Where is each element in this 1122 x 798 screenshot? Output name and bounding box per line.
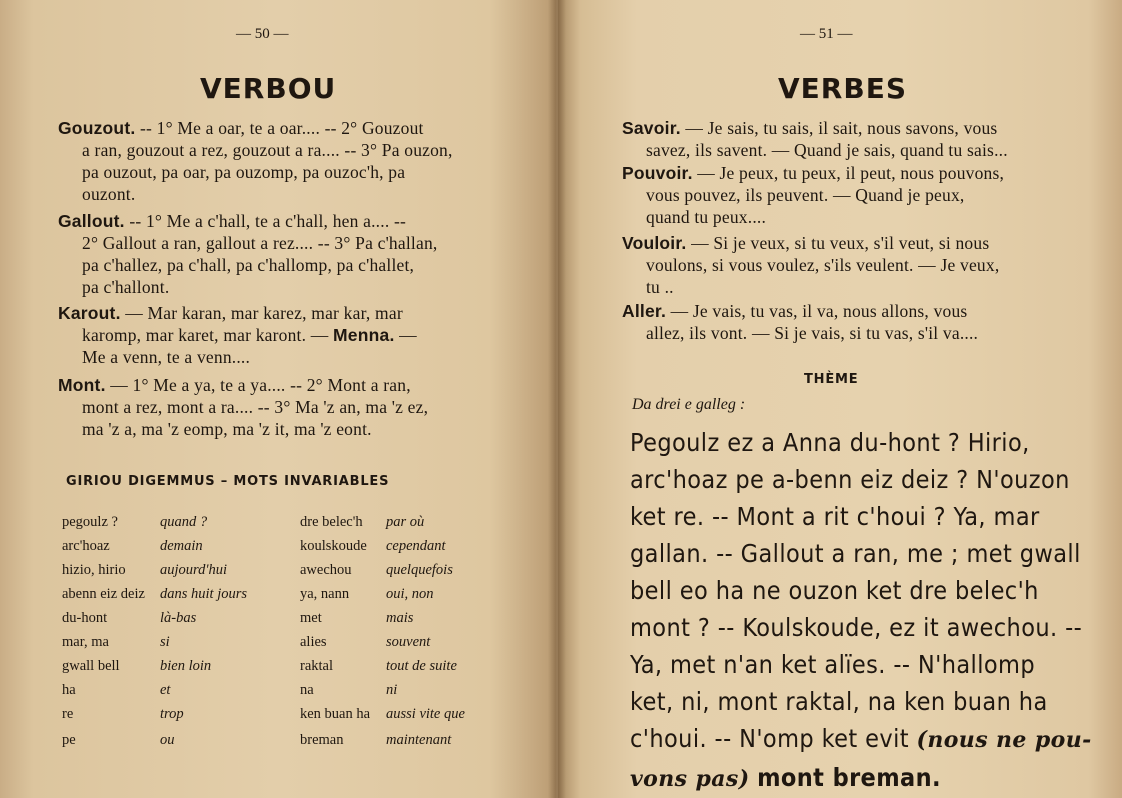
page-number: — 51 — xyxy=(800,26,853,42)
vocab-breton: met xyxy=(300,610,322,626)
headword: Mont. xyxy=(58,375,106,395)
vocab-breton: koulskoude xyxy=(300,538,367,554)
vocab-breton: dre belec'h xyxy=(300,514,363,530)
entry-line: allez, ils vont. — Si je vais, si tu vas, s'il va.... xyxy=(646,323,979,343)
vocab-french: là-bas xyxy=(160,610,197,626)
entry-line: voulons, si vous voulez, s'ils veulent. — Je veux, xyxy=(646,255,1000,275)
entry-line: ouzont. xyxy=(82,184,136,204)
entry-line: pa c'hallez, pa c'hall, pa c'hallomp, pa c'hallet, xyxy=(82,255,415,275)
section-title: THÈME xyxy=(804,372,859,387)
vocab-french: souvent xyxy=(386,634,431,650)
vocab-french: aujourd'hui xyxy=(160,562,228,578)
vocab-breton: na xyxy=(300,682,314,698)
vocab-breton: arc'hoaz xyxy=(62,538,110,554)
vocab-french: ni xyxy=(386,682,398,698)
headword: Vouloir. xyxy=(622,233,687,253)
vocab-breton: pe xyxy=(62,732,76,748)
verb-entry-pouvoir xyxy=(622,162,1004,228)
verb-entry-savoir xyxy=(622,117,1008,161)
theme-line: Ya, met n'an ket alïes. -- N'hallomp xyxy=(630,650,1036,679)
vocab-breton: alies xyxy=(300,634,327,650)
theme-line: mont breman. xyxy=(757,763,941,792)
entry-line: quand tu peux.... xyxy=(646,207,767,227)
vocab-french: demain xyxy=(160,538,203,554)
vocab-breton: ha xyxy=(62,682,76,698)
verb-entry-karout xyxy=(58,302,417,368)
theme-parenthetical: (nous ne pou- xyxy=(916,727,1092,753)
entry-line: a ran, gouzout a rez, gouzout a ra.... -- 3° Pa ouzon, xyxy=(82,140,453,160)
vocab-french: par où xyxy=(386,514,425,530)
vocab-breton: mar, ma xyxy=(62,634,109,650)
vocab-breton: re xyxy=(62,706,74,722)
theme-line: c'houi. -- N'omp ket evit xyxy=(630,724,909,753)
vocab-french: quand ? xyxy=(160,514,208,530)
verb-entry-mont xyxy=(58,374,428,440)
vocab-french: maintenant xyxy=(386,732,452,748)
headword: Savoir. xyxy=(622,118,681,138)
theme-line: arc'hoaz pe a-benn eiz deiz ? N'ouzon xyxy=(630,465,1070,494)
vocab-french: si xyxy=(160,634,170,650)
theme-line: ket re. -- Mont a rit c'houi ? Ya, mar xyxy=(630,502,1040,531)
vocab-breton: awechou xyxy=(300,562,352,578)
headword: Gallout. xyxy=(58,211,125,231)
headword: Aller. xyxy=(622,301,667,321)
vocab-breton: raktal xyxy=(300,658,334,674)
entry-line: — Si je veux, si tu veux, s'il veut, si nous xyxy=(691,233,990,253)
entry-dash: — xyxy=(399,325,417,345)
vocab-french: tout de suite xyxy=(386,658,457,674)
theme-text xyxy=(630,424,1092,798)
vocab-french: ou xyxy=(160,732,175,748)
vocab-breton: abenn eiz deiz xyxy=(62,586,145,602)
entry-line: — Je sais, tu sais, il sait, nous savons, vous xyxy=(685,118,998,138)
entry-line: — Mar karan, mar karez, mar kar, mar xyxy=(125,303,403,323)
vocab-breton: hizio, hirio xyxy=(62,562,126,578)
vocab-french: et xyxy=(160,682,171,698)
entry-line: vous pouvez, ils peuvent. — Quand je peux, xyxy=(646,185,965,205)
headword: Menna. xyxy=(333,325,395,345)
entry-line: ma 'z a, ma 'z eomp, ma 'z it, ma 'z eont. xyxy=(82,419,372,439)
entry-line: pa ouzout, pa oar, pa ouzomp, pa ouzoc'h, pa xyxy=(82,162,406,182)
right-page xyxy=(558,0,1122,798)
theme-intro: Da drei e galleg : xyxy=(632,396,746,413)
entry-line: savez, ils savent. — Quand je sais, quand tu sais... xyxy=(646,140,1008,160)
entry-line: — 1° Me a ya, te a ya.... -- 2° Mont a ran, xyxy=(110,375,411,395)
headword: Karout. xyxy=(58,303,121,323)
vocab-breton: pegoulz ? xyxy=(62,514,118,530)
theme-line: gallan. -- Gallout a ran, me ; met gwall xyxy=(630,539,1081,568)
entry-line: pa c'hallont. xyxy=(82,277,170,297)
entry-line: — Je vais, tu vas, il va, nous allons, vous xyxy=(670,301,968,321)
entry-line: — Je peux, tu peux, il peut, nous pouvons, xyxy=(697,163,1005,183)
vocab-french: bien loin xyxy=(160,658,212,674)
vocab-breton: gwall bell xyxy=(62,658,120,674)
page-number: — 50 — xyxy=(236,26,289,42)
page-title: VERBOU xyxy=(200,72,337,105)
theme-line: Pegoulz ez a Anna du-hont ? Hirio, xyxy=(630,428,1030,457)
vocab-breton: breman xyxy=(300,732,344,748)
entry-line: -- 1° Me a c'hall, te a c'hall, hen a.... -- xyxy=(129,211,407,231)
entry-line: karomp, mar karet, mar karont. — xyxy=(82,325,329,345)
entry-line: 2° Gallout a ran, gallout a rez.... -- 3° Pa c'hallan, xyxy=(82,233,438,253)
vocab-french: trop xyxy=(160,706,184,722)
theme-parenthetical: vons pas) xyxy=(630,766,750,792)
vocab-french: quelquefois xyxy=(386,562,453,578)
headword: Gouzout. xyxy=(58,118,136,138)
entry-line: -- 1° Me a oar, te a oar.... -- 2° Gouzout xyxy=(140,118,424,138)
theme-line: mont ? -- Koulskoude, ez it awechou. -- xyxy=(630,613,1083,642)
verb-entry-gouzout xyxy=(58,117,453,205)
section-title: GIRIOU DIGEMMUS – MOTS INVARIABLES xyxy=(66,474,390,489)
vocab-french: aussi vite que xyxy=(386,706,465,722)
vocab-french: oui, non xyxy=(386,586,434,602)
headword: Pouvoir. xyxy=(622,163,693,183)
theme-line: bell eo ha ne ouzon ket dre belec'h xyxy=(630,576,1039,605)
left-page xyxy=(0,0,556,798)
book-gutter xyxy=(548,0,566,798)
vocab-breton: du-hont xyxy=(62,610,108,626)
entry-line: mont a rez, mont a ra.... -- 3° Ma 'z an, ma 'z ez, xyxy=(82,397,429,417)
vocab-breton: ken buan ha xyxy=(300,706,371,722)
page-title: VERBES xyxy=(778,72,907,105)
vocab-french: dans huit jours xyxy=(160,586,248,602)
vocab-french: mais xyxy=(386,610,414,626)
verb-entry-vouloir xyxy=(622,232,999,298)
entry-line: Me a venn, te a venn.... xyxy=(82,347,251,367)
entry-line: tu .. xyxy=(646,277,674,297)
vocab-french: cependant xyxy=(386,538,446,554)
theme-line: ket, ni, mont raktal, na ken buan ha xyxy=(630,687,1048,716)
vocab-breton: ya, nann xyxy=(300,586,350,602)
verb-entry-aller xyxy=(622,300,978,344)
verb-entry-gallout xyxy=(58,210,437,298)
